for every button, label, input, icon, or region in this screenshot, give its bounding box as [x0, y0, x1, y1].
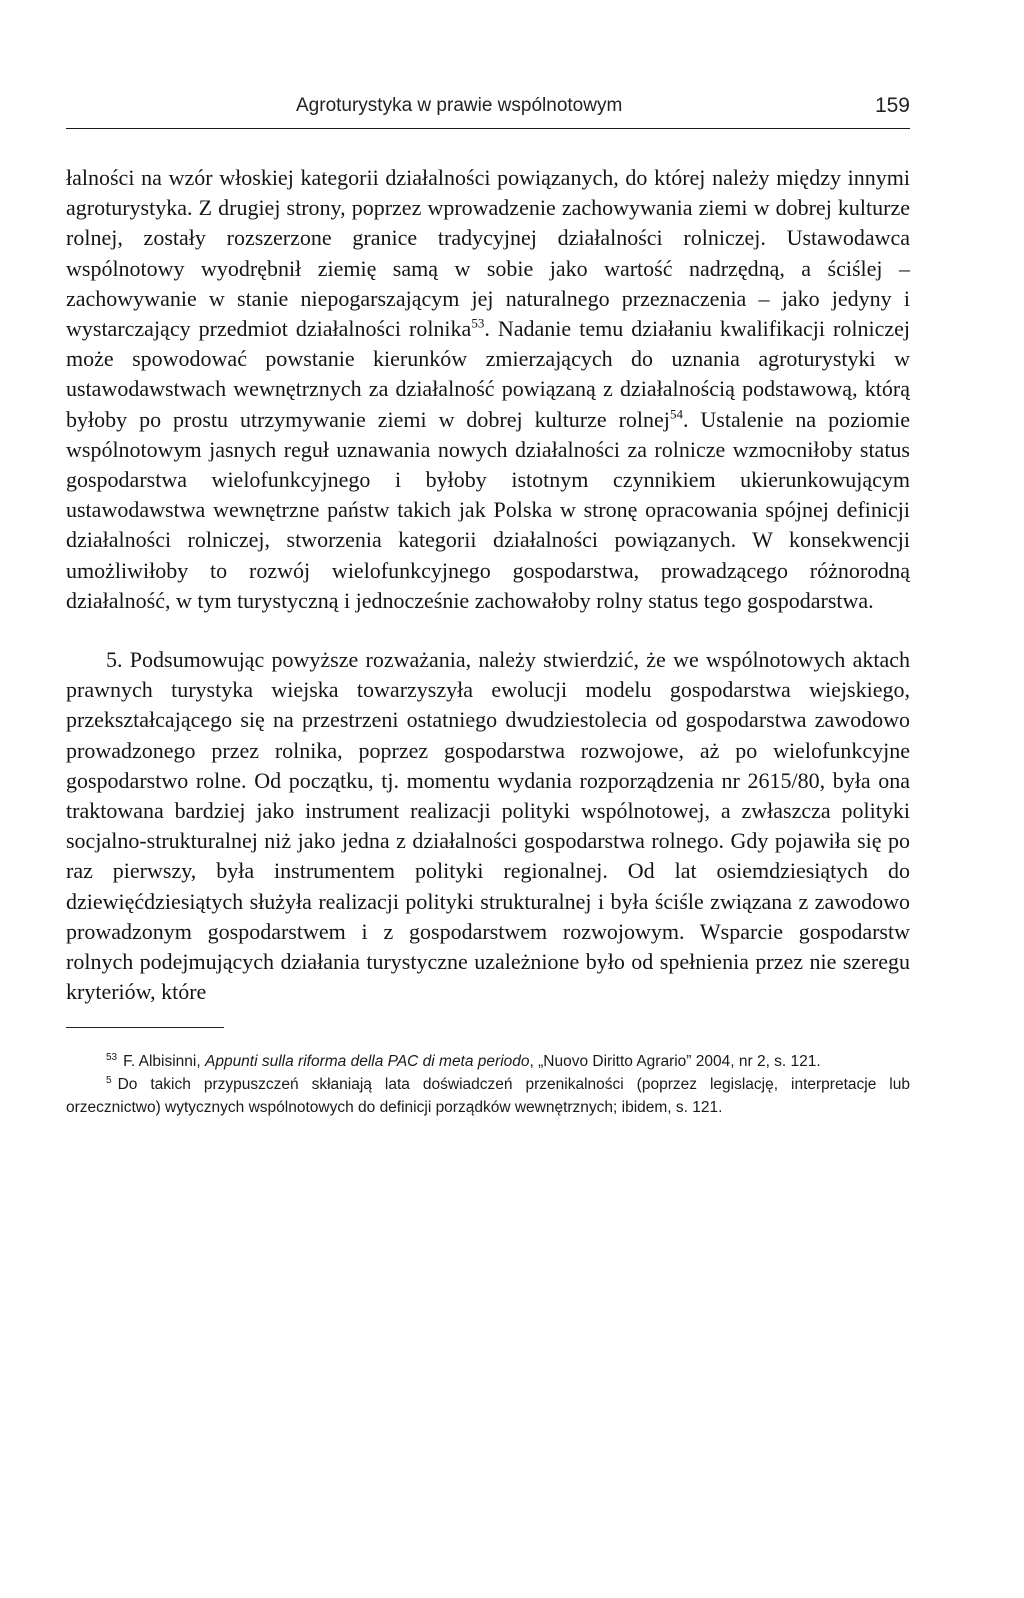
footnote-separator	[66, 1027, 224, 1028]
footnote-text: , „Nuovo Diritto Agrario” 2004, nr 2, s. 121.	[529, 1053, 821, 1071]
footnote	[66, 1073, 910, 1119]
footnote-mark: 5	[106, 1075, 112, 1087]
footnote-reference: 53	[471, 315, 485, 331]
footnotes	[66, 1050, 910, 1119]
body-paragraph	[66, 645, 910, 1007]
footnote-title: Appunti sulla riforma della PAC di meta periodo	[204, 1053, 530, 1071]
footnote	[66, 1050, 910, 1073]
paragraph-text: łalności na wzór włoskiej kategorii działalności powiązanych, do której należy między innymi agroturystyka. Z drugiej strony, poprzez wprowadzenie zachowywania ziemi w dobrej kulturze rolnej, zostały rozszerzone granice tradycyjnej działalności rolniczej. Ustawodawca wspólnotowy wyodrębnił ziemię samą w sobie jako wartość nadrzędną, a ściślej – zachowywanie w stanie niepogarszającym jej naturalnego przeznaczenia – jako jedyny i wystarczający przedmiot działalności rolnika	[66, 165, 910, 342]
page	[66, 90, 910, 1119]
footnote-mark: 53	[106, 1052, 118, 1064]
footnote-author: F. Albisinni,	[123, 1053, 205, 1071]
running-title: Agroturystyka w prawie wspólnotowym	[296, 95, 623, 116]
paragraph-text: . Ustalenie na poziomie wspólnotowym jasnych reguł uznawania nowych działalności za rolnicze wzmocniłoby status gospodarstwa wielofunkcyjnego i byłoby istotnym czynnikiem ukierunkowującym ustawodawstwa wewnętrzne państw takich jak Polska w stronę opracowania spójnej definicji działalności rolniczej, stworzenia kategorii działalności powiązanych. W konsekwencji umożliwiłoby to rozwój wielofunkcyjnego gospodarstwa, prowadzącego różnorodną działalność, w tym turystyczną i jednocześnie zachowałoby rolny status tego gospodarstwa.	[66, 406, 911, 613]
paragraph-text: . Nadanie temu działaniu kwalifikacji rolniczej może spowodować powstanie kierunków zmierzających do uznania agroturystyki w ustawodawstwach wewnętrznych za działalność powiązaną z działalnością podstawową, którą byłoby po prostu utrzymywanie ziemi w dobrej kulturze rolnej	[66, 316, 910, 432]
paragraph-text: 5. Podsumowując powyższe rozważania, należy stwierdzić, że we wspólnotowych aktach prawnych turystyka wiejska towarzyszyła ewolucji modelu gospodarstwa wiejskiego, przekształcającego się na przestrzeni ostatniego dwudziestolecia od gospodarstwa zawodowo prowadzonego przez rolnika, poprzez gospodarstwa rozwojowe, aż po wielofunkcyjne gospodarstwo rolne. Od początku, tj. momentu wydania rozporządzenia nr 2615/80, była ona traktowana bardziej jako instrument realizacji polityki wspólnotowej, a zwłaszcza polityki socjalno-strukturalnej niż jako jedna z działalności gospodarstwa rolnego. Gdy pojawiła się po raz pierwszy, była instrumentem polityki regionalnej. Od lat osiemdziesiątych do dziewięćdziesiątych służyła realizacji polityki strukturalnej i była ściśle związana z zawodowo prowadzonym gospodarstwem i z gospodarstwem rozwojowym. Wsparcie gospodarstw rolnych podejmujących działania turystyczne uzależnione było od spełnienia przez nie szeregu kryteriów, które	[66, 647, 910, 1005]
page-number: 159	[874, 94, 910, 117]
body-paragraph	[66, 163, 910, 616]
footnote-reference: 54	[669, 406, 683, 422]
running-header	[66, 90, 910, 129]
footnote-text: Do takich przypuszczeń skłaniają lata doświadczeń przenikalności (poprzez legislację, interpretacje lub orzecznictwo) wytycznych wspólnotowych do definicji porządków wewnętrznych; ibidem, s. 121.	[66, 1076, 910, 1117]
